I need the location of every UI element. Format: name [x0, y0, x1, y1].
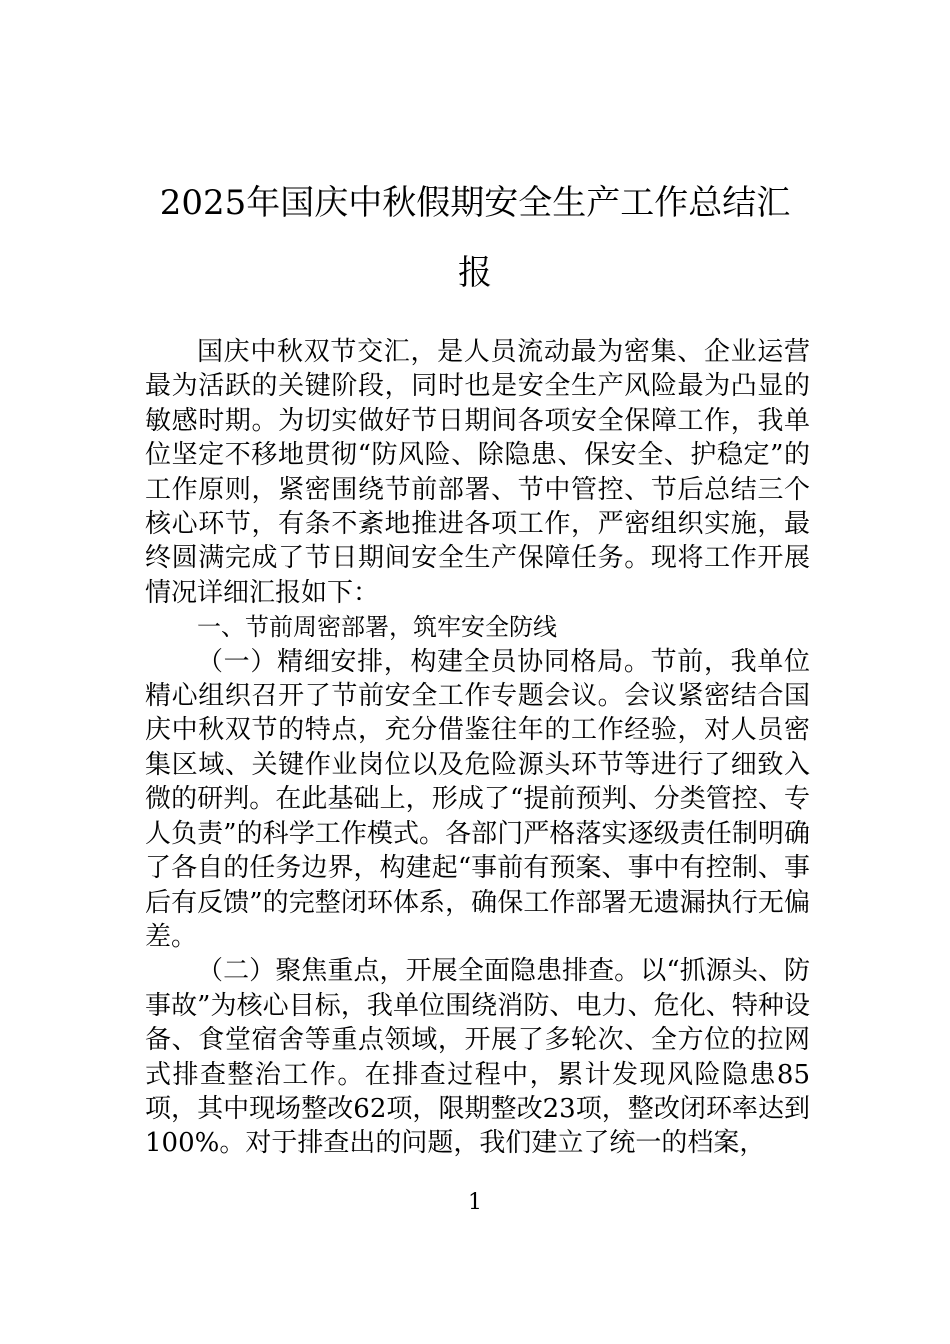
document-body	[145, 335, 810, 1161]
intro-paragraph: 国庆中秋双节交汇，是人员流动最为密集、企业运营最为活跃的关键阶段，同时也是安全生产风险最为凸显的敏感时期。为切实做好节日期间各项安全保障工作，我单位坚定不移地贯彻“防风险、除隐患、保安全、护稳定”的工作原则，紧密围绕节前部署、节中管控、节后总结三个核心环节，有条不紊地推进各项工作，严密组织实施，最终圆满完成了节日期间安全生产保障任务。现将工作开展情况详细汇报如下：	[145, 337, 810, 608]
title-line-2: 报	[458, 253, 492, 293]
section-1-paragraph-2: （二）聚焦重点，开展全面隐患排查。以“抓源头、防事故”为核心目标，我单位围绕消防、电力、危化、特种设备、食堂宿舍等重点领域，开展了多轮次、全方位的拉网式排查整治工作。在排查过程中，累计发现风险隐患85项，其中现场整改62项，限期整改23项，整改闭环率达到100%。对于排查出的问题，我们建立了统一的档案，	[145, 956, 810, 1159]
page-number: 1	[468, 1190, 482, 1215]
document-title	[140, 168, 810, 308]
section-1-paragraph-1: （一）精细安排，构建全员协同格局。节前，我单位精心组织召开了节前安全工作专题会议。会议紧密结合国庆中秋双节的特点，充分借鉴往年的工作经验，对人员密集区域、关键作业岗位以及危险源头环节等进行了细致入微的研判。在此基础上，形成了“提前预判、分类管控、专人负责”的科学工作模式。各部门严格落实逐级责任制明确了各自的任务边界，构建起“事前有预案、事中有控制、事后有反馈”的完整闭环体系，确保工作部署无遗漏执行无偏差。	[145, 646, 810, 952]
section-heading-1: 一、节前周密部署，筑牢安全防线	[197, 613, 557, 642]
title-line-1: 2025年国庆中秋假期安全生产工作总结汇	[159, 183, 791, 223]
